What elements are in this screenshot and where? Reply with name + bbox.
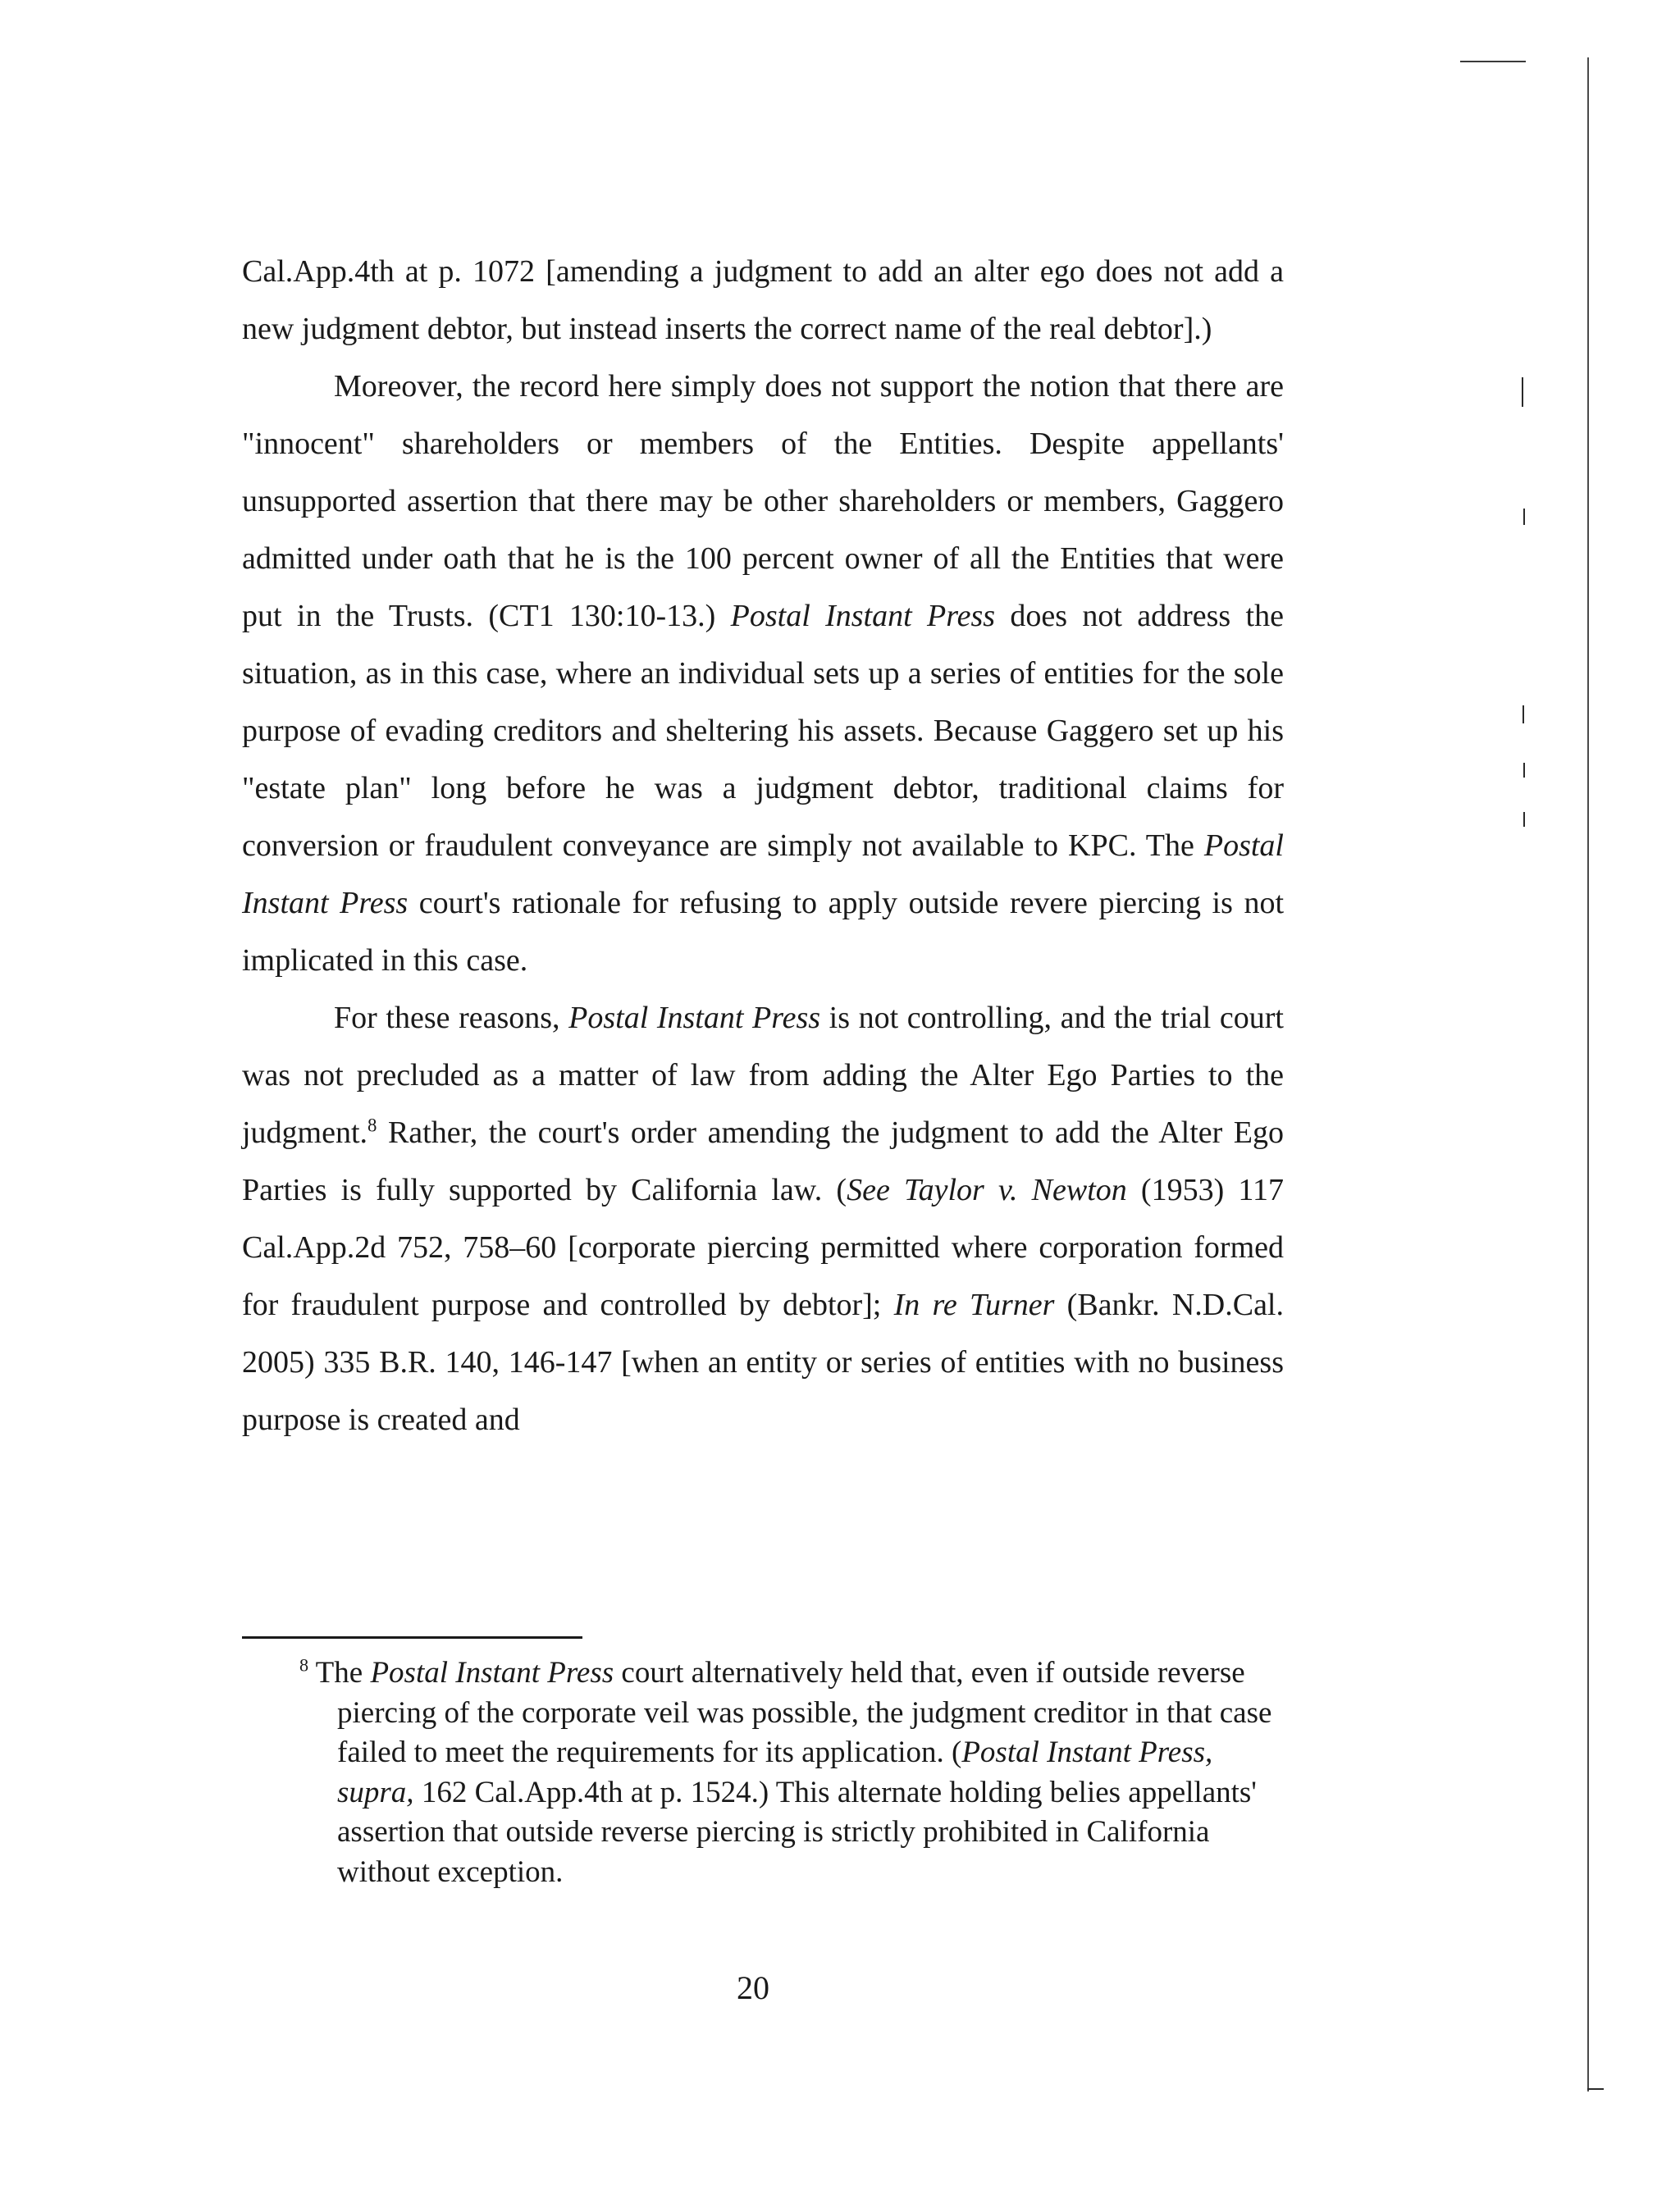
- scan-artifact-edge: [1587, 57, 1591, 2091]
- footnote-marker: 8: [368, 1115, 377, 1136]
- text-run: court alternatively held that, even if outside reverse piercing of the corporate veil was possible, the judgment creditor in that case failed to meet the requirements for its application. (: [337, 1656, 1272, 1769]
- italic-citation: Postal Instant Press: [370, 1656, 614, 1690]
- text-run: court's rationale for refusing to apply outside revere piercing is not implicated in this case.: [242, 886, 1285, 978]
- text-run: For these reasons,: [334, 1001, 569, 1035]
- scan-artifact-mark: [1522, 705, 1524, 723]
- text-run: 162 Cal.App.4th at p. 1524.) This alternate holding belies appellants' assertion that outside reverse piercing is strictly prohibited in California without exception.: [337, 1775, 1257, 1889]
- footnote-8: [299, 1654, 1289, 1892]
- text-run: (1953) 117 Cal.App.2d 752, 758–60 [corporate piercing permitted where corporation formed for fraudulent purpose and controlled by debtor];: [242, 1173, 1284, 1322]
- footnote-marker: 8: [299, 1654, 309, 1676]
- text-run: (Bankr. N.D.Cal. 2005) 335 B.R. 140, 146-147 [when an entity or series of entities with no business purpose is created and: [242, 1288, 1284, 1437]
- text-run: is not controlling, and the trial court was not precluded as a matter of law from adding the Alter Ego Parties to the judgment.: [242, 1001, 1284, 1150]
- text-run: The: [308, 1656, 371, 1690]
- scan-artifact-mark: [1523, 763, 1525, 778]
- text-run: Moreover, the record here simply does not support the notion that there are "innocent" shareholders or members of the Entities. Despite appellants' unsupported assertion that there may be other shareholders or members, Gaggero admitted under oath that he is the 100 percent owner of all the Entities that were put in the Trusts. (CT1 130:10-13.): [242, 369, 1284, 633]
- footnote-separator: [242, 1636, 582, 1639]
- italic-citation: Postal Instant Press, supra,: [337, 1736, 1213, 1809]
- body-paragraph: [242, 358, 1284, 989]
- italic-citation: See Taylor v. Newton: [847, 1173, 1127, 1207]
- text-run: does not address the situation, as in this case, where an individual sets up a series of entities for the sole purpose of evading creditors and sheltering his assets. Because Gaggero set up his "estate plan" long before he was a judgment debtor, traditional claims for conversion or fraudulent conveyance are simply not available to KPC. The: [242, 599, 1284, 863]
- scan-artifact-mark: [1523, 812, 1525, 827]
- italic-citation: Postal Instant Press: [568, 1001, 821, 1035]
- scan-artifact-mark: [1523, 509, 1525, 525]
- scan-artifact-edge-tick: [1587, 2088, 1604, 2090]
- italic-citation: Postal Instant Press: [730, 599, 996, 633]
- scan-artifact-mark: [1522, 377, 1523, 407]
- page-number: 20: [737, 1969, 769, 2006]
- italic-citation: Postal Instant Press: [242, 828, 1284, 920]
- text-run: Cal.App.4th at p. 1072 [amending a judgment to add an alter ego does not add a new judgment debtor, but instead inserts the correct name of the real debtor].): [242, 254, 1284, 346]
- italic-citation: In re Turner: [893, 1288, 1055, 1322]
- body-paragraph: [242, 989, 1284, 1448]
- scan-artifact-dash: [1460, 61, 1526, 62]
- text-run: Rather, the court's order amending the judgment to add the Alter Ego Parties is fully supported by California law. (: [242, 1115, 1284, 1207]
- body-paragraph: [242, 243, 1284, 358]
- body-text: [242, 243, 1284, 1448]
